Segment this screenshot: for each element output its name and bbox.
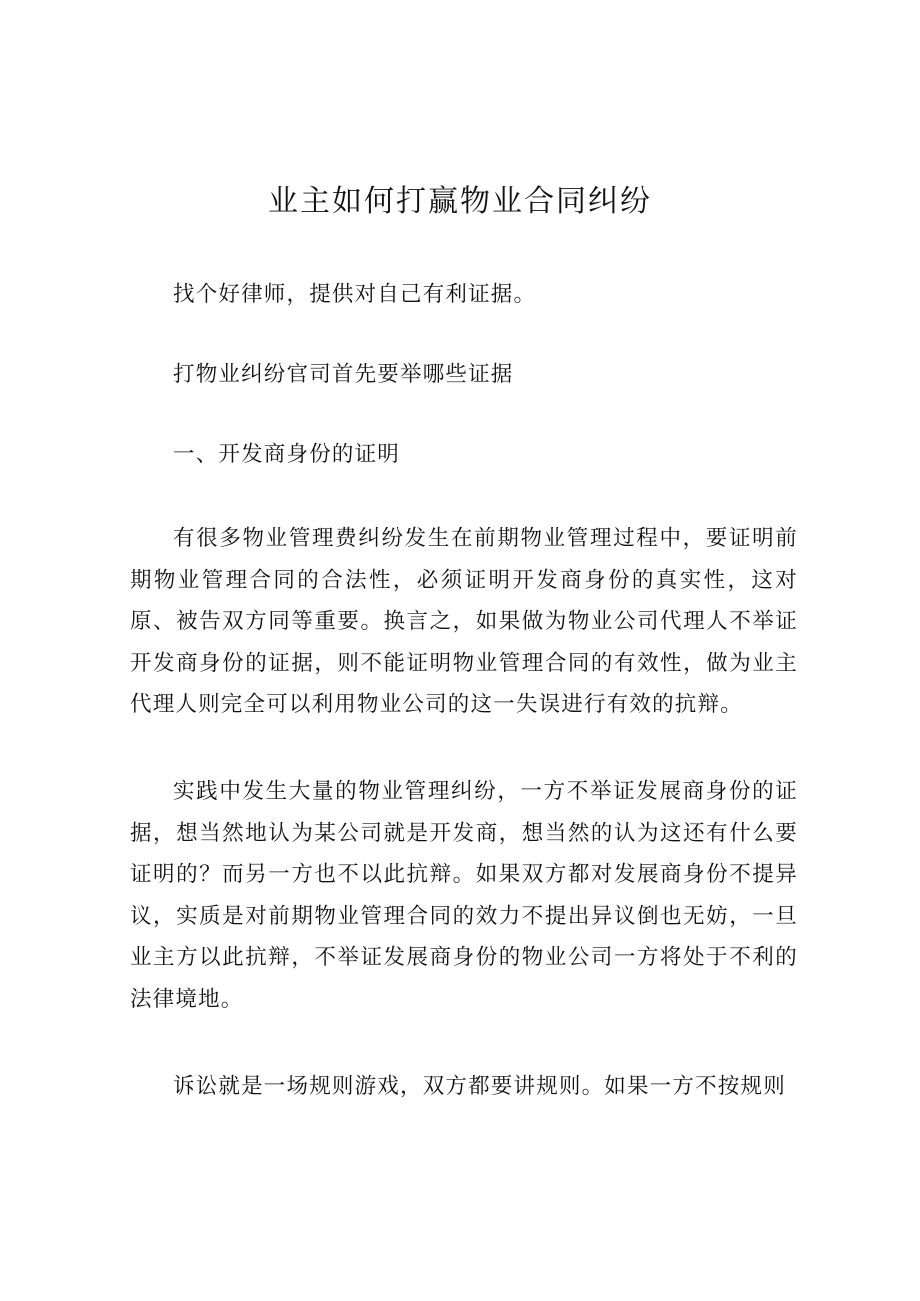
paragraph-body: 有很多物业管理费纠纷发生在前期物业管理过程中，要证明前期物业管理合同的合法性，必须证明开发商身份的真实性，这对原、被告双方同等重要。换言之，如果做为物业公司代理人不举证开发商身份的证据，则不能证明物业管理合同的有效性，做为业主代理人则完全可以利用物业公司的这一失误进行有效的抗辩。: [130, 526, 798, 717]
paragraph-body: 诉讼就是一场规则游戏，双方都要讲规则。如果一方不按规则: [173, 1074, 786, 1099]
paragraph-intro: 找个好律师，提供对自己有利证据。: [173, 282, 537, 307]
document-title: 业主如何打赢物业合同纠纷: [268, 184, 652, 219]
paragraph-question: 打物业纠纷官司首先要举哪些证据: [173, 362, 514, 387]
paragraph-body: 实践中发生大量的物业管理纠纷，一方不举证发展商身份的证据，想当然地认为某公司就是开发商，想当然的认为这还有什么要证明的？而另一方也不以此抗辩。如果双方都对发展商身份不提异议，实质是对前期物业管理合同的效力不提出异议倒也无妨，一旦业主方以此抗辩，不举证发展商身份的物业公司一方将处于不利的法律境地。: [130, 779, 798, 1012]
section-heading-developer-identity: 一、开发商身份的证明: [173, 442, 401, 467]
